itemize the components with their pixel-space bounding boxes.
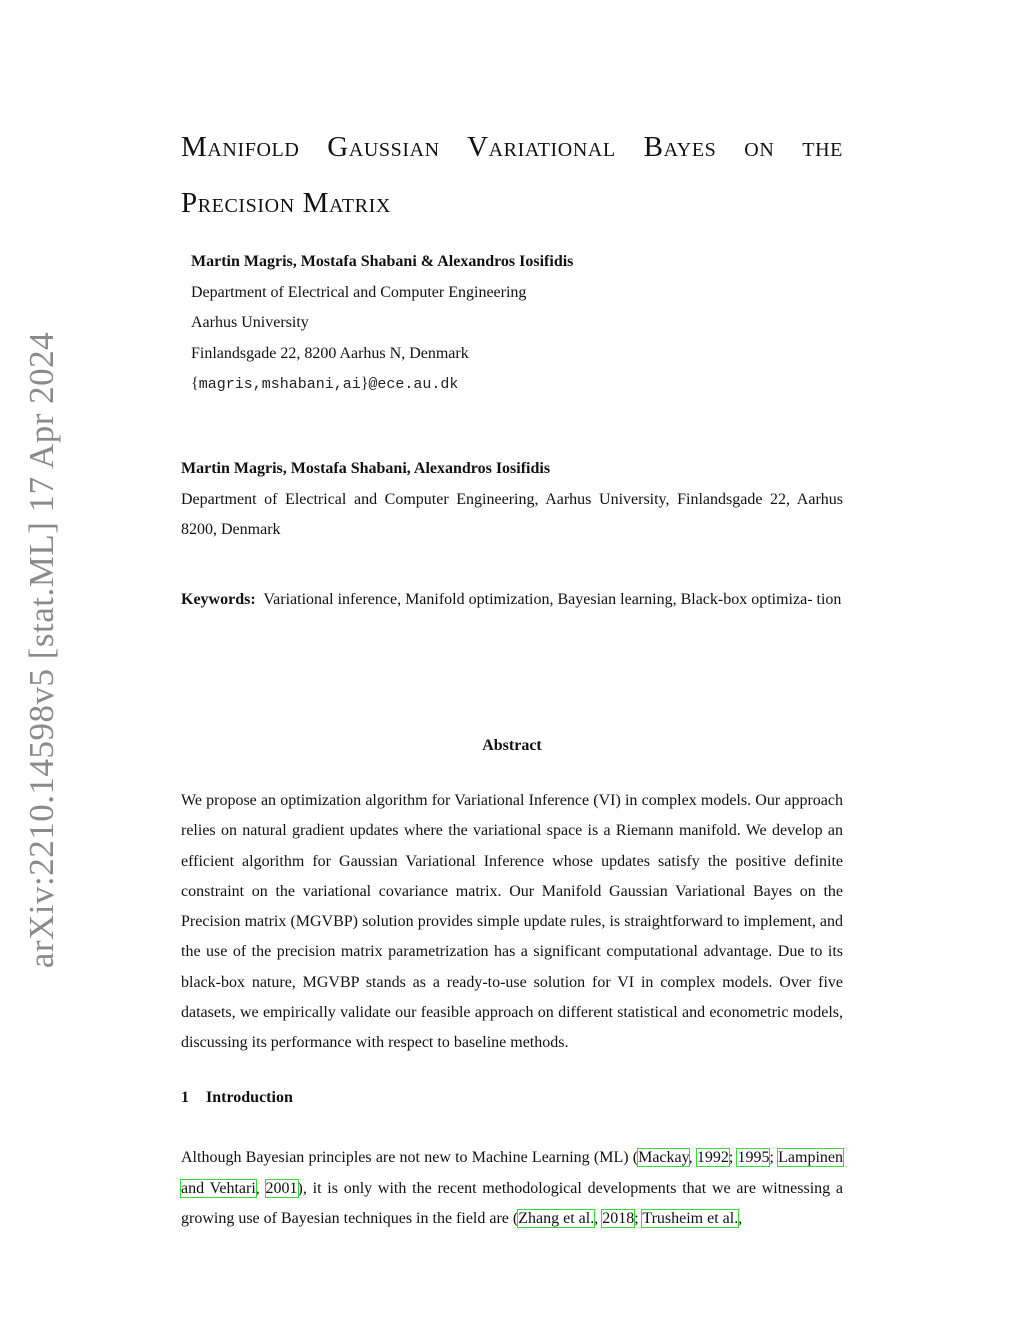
keywords-text-part1: Variational inference, Manifold optimization, Bayesian learning, Black-box optimiza- xyxy=(263,591,813,608)
keywords-label: Keywords: xyxy=(181,591,256,608)
affiliation-author-names: Martin Magris, Mostafa Shabani, Alexandros Iosifidis xyxy=(181,460,551,477)
citation-link[interactable]: 2001 xyxy=(265,1179,298,1197)
abstract-text: We propose an optimization algorithm for Variational Inference (VI) in complex models. Our approach relies on natural gradient updates where the variational space is a Riemann manifold. We develop an efficient algorithm for Gaussian Variational Inference whose updates satisfy the positive definite constraint on the variational covariance matrix. Our Manifold Gaussian Variational Bayes on the Precision matrix (MGVBP) solution provides simple update rules, is straightforward to implement, and the use of the precision matrix parametrization has a significant computational advantage. Due to its black-box nature, MGVBP stands as a ready-to-use solution for VI in complex models. Over five datasets, we empirically validate our feasible approach on different statistical and econometric models, discussing its performance with respect to baseline methods. xyxy=(181,792,843,1052)
intro-text: ), it is only with the recent methodological developments that we are witnessing a growing use of Bayesian techniques in the field are ( xyxy=(181,1179,844,1227)
email-users: magris,mshabani,ai xyxy=(198,376,361,393)
intro-separator: , xyxy=(255,1179,266,1197)
arxiv-identifier-stamp: arXiv:2210.14598v5 [stat.ML] 17 Apr 2024 xyxy=(22,331,61,969)
section-heading-introduction xyxy=(181,1089,293,1107)
affiliation-block xyxy=(181,454,843,546)
keywords-text-part2: tion xyxy=(816,591,842,608)
author-block xyxy=(191,247,573,401)
citation-link[interactable]: Mackay xyxy=(638,1149,689,1166)
section-title: Introduction xyxy=(206,1089,293,1106)
address: Finlandsgade 22, 8200 Aarhus N, Denmark xyxy=(191,344,469,362)
author-email[interactable] xyxy=(191,369,573,401)
paper-title-line-1: Manifold Gaussian Variational Bayes on the xyxy=(181,131,843,163)
keywords-block xyxy=(181,585,843,616)
intro-separator: , xyxy=(594,1210,603,1227)
citation-link[interactable]: Lampinen and Vehtari xyxy=(181,1149,843,1197)
university: Aarhus University xyxy=(191,314,309,331)
intro-separator: ; xyxy=(728,1149,738,1166)
email-domain: @ece.au.dk xyxy=(368,376,459,393)
citation-link[interactable]: Trusheim et al. xyxy=(642,1210,739,1227)
intro-separator: , xyxy=(688,1149,697,1166)
intro-separator: ; xyxy=(769,1149,779,1166)
intro-text: Although Bayesian principles are not new to Machine Learning (ML) ( xyxy=(181,1149,639,1166)
citation-link[interactable]: 1995 xyxy=(737,1149,770,1166)
department: Department of Electrical and Computer Engineering xyxy=(191,283,527,301)
citation-link[interactable]: 1992 xyxy=(696,1149,729,1166)
email-open-brace: { xyxy=(191,375,199,392)
section-number: 1 xyxy=(181,1089,189,1106)
introduction-paragraph xyxy=(181,1143,843,1235)
abstract-heading: Abstract xyxy=(482,737,542,754)
citation-link[interactable]: 2018 xyxy=(602,1210,635,1227)
intro-text: , xyxy=(738,1210,743,1227)
email-close-brace: } xyxy=(360,375,369,392)
paper-title-line-2: Precision Matrix xyxy=(181,187,391,219)
citation-link[interactable]: Zhang et al. xyxy=(518,1210,595,1227)
affiliation-text: Department of Electrical and Computer Engineering, Aarhus University, Finlandsgade 22, Aarhus 8200, Denmark xyxy=(181,490,843,538)
intro-separator: ; xyxy=(634,1210,643,1227)
author-names: Martin Magris, Mostafa Shabani & Alexandros Iosifidis xyxy=(191,253,574,270)
